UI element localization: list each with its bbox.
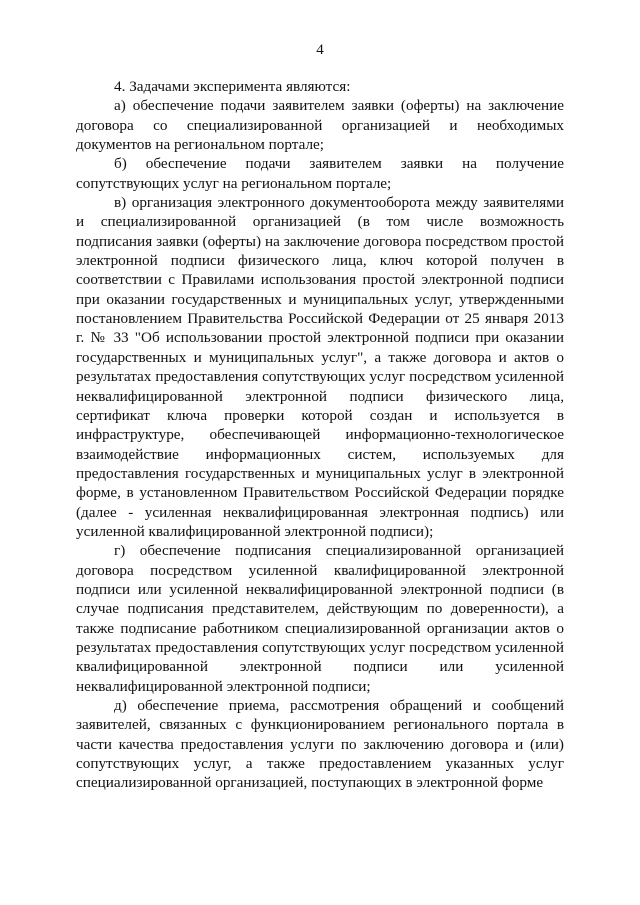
paragraph-heading-item-4: 4. Задачами эксперимента являются: [114, 78, 351, 95]
paragraph-item-b: б) обеспечение подачи заявителем заявки на получение сопутствующих услуг на региональном портале; [76, 155, 564, 192]
document-body [76, 77, 564, 793]
paragraph-item-v: в) организация электронного документооборота между заявителями и специализированной организацией (в том числе возможность подписания заявки (оферты) на заключение договора посредством простой электронной подписи физического лица, ключ которой получен в соответствии с Правилами использования простой электронной подписи при оказании государственных и муниципальных услуг, утвержденными постановлением Правительства Российской Федерации от 25 января 2013 г. № 33 "Об использовании простой электронной подписи при оказании государственных и муниципальных услуг", а также договора и актов о результатах предоставления сопутствующих услуг посредством усиленной неквалифицированной электронной подписи физического лица, сертификат ключа проверки которой создан и используется в инфраструктуре, обеспечивающей информационно-технологическое взаимодействие информационных систем, используемых для предоставления государственных и муниципальных услуг в электронной форме, в установленном Правительством Российской Федерации порядке (далее - усиленная неквалифицированная электронная подпись) или усиленной квалифицированной электронной подписи); [76, 194, 564, 540]
paragraph-item-a: а) обеспечение подачи заявителем заявки (оферты) на заключение договора со специализированной организацией и необходимых документов на региональном портале; [76, 97, 564, 154]
paragraph-item-d: д) обеспечение приема, рассмотрения обращений и сообщений заявителей, связанных с функционированием регионального портала в части качества предоставления услуги по заключению договора и (или) сопутствующих услуг, а также предоставлением указанных услуг специализированной организацией, поступающих в электронной форме [76, 697, 564, 792]
page-number: 4 [316, 42, 324, 58]
paragraph-item-g: г) обеспечение подписания специализированной организацией договора посредством усиленной квалифицированной электронной подписи или усиленной неквалифицированной электронной подписи (в случае подписания представителем, действующим по доверенности), а также подписание работником специализированной организации актов о результатах предоставления сопутствующих услуг посредством усиленной квалифицированной электронной подписи или усиленной неквалифицированной электронной подписи; [76, 542, 564, 695]
